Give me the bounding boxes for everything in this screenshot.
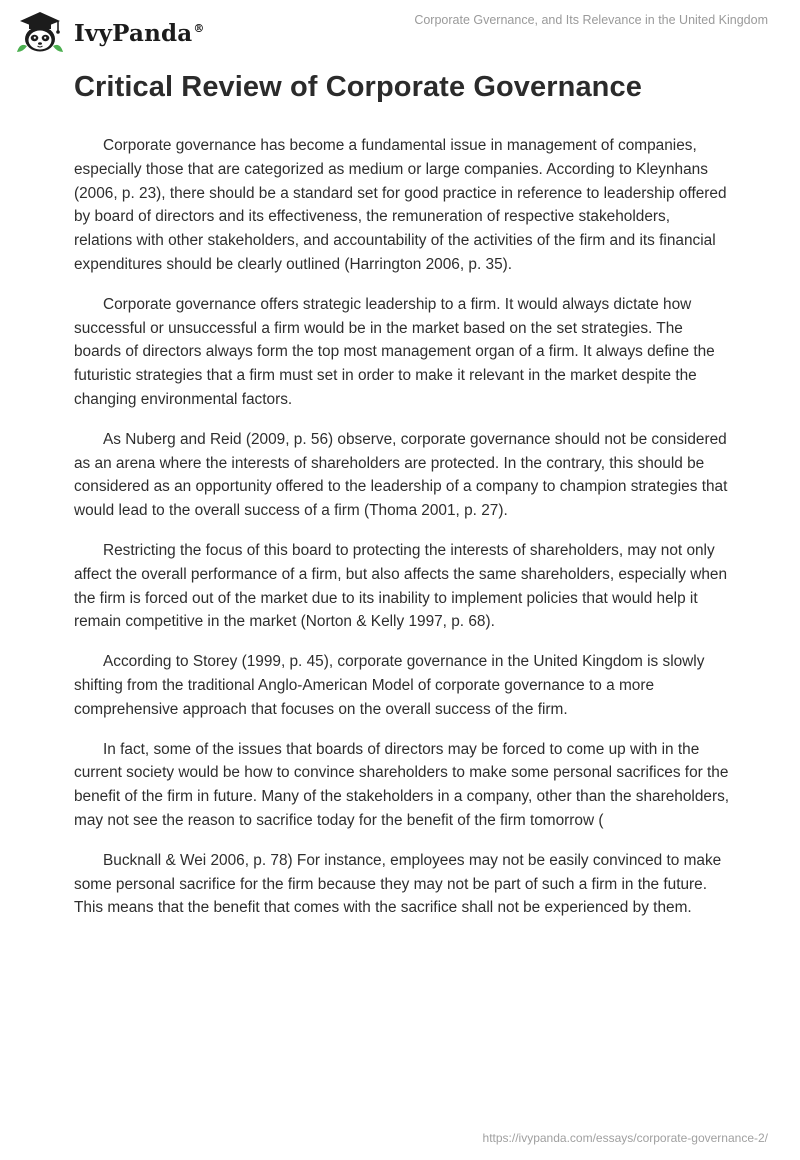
- paragraph-5: According to Storey (1999, p. 45), corporate governance in the United Kingdom is slowly shifting from the traditional Anglo-American Model of corporate governance to a more comprehensive approach that focuses on the overall success of the firm.: [74, 653, 705, 718]
- logo-wordmark: [74, 20, 205, 47]
- paragraph-7: Bucknall & Wei 2006, p. 78) For instance, employees may not be easily convinced to make some personal sacrifice for the firm because they may not be part of such a firm in the future. This means that the benefit that comes with the sacrifice shall not be experienced by them.: [74, 851, 722, 917]
- footer-url-link[interactable]: https://ivypanda.com/essays/corporate-governance-2/: [482, 1131, 768, 1145]
- paragraph-4: Restricting the focus of this board to protecting the interests of shareholders, may not only affect the overall performance of a firm, but also affects the same shareholders, especially when the firm is forced out of the market due to its inability to implement policies that would help it remain competitive in the market (Norton & Kelly 1997, p. 68).: [74, 541, 728, 631]
- logo-text: IvyPanda: [74, 19, 193, 47]
- paragraph-1: Corporate governance has become a fundamental issue in management of companies, especially those that are categorized as medium or large companies. According to Kleynhans (2006, p. 23), there should be a standard set for good practice in reference to leadership offered by board of directors and its effectiveness, the remuneration of respective stakeholders, relations with other stakeholders, and accountability of the activities of the firm and its financial expenditures should be clearly outlined (Harrington 2006, p. 35).: [74, 137, 727, 273]
- paragraph-3: As Nuberg and Reid (2009, p. 56) observe, corporate governance should not be considered as an arena where the interests of shareholders are protected. In the contrary, this should be considered as an opportunity offered to the leadership of a company to champion strategies that would lead to the overall success of a firm (Thoma 2001, p. 27).: [74, 430, 728, 520]
- panda-logo-icon: [14, 8, 70, 56]
- page-title: Critical Review of Corporate Governance: [74, 71, 642, 103]
- essay-body: [74, 134, 730, 936]
- paragraph-2: Corporate governance offers strategic leadership to a firm. It would always dictate how successful or unsuccessful a firm would be in the market based on the set strategies. The boards of directors always form the top most management organ of a firm. It always define the futuristic strategies that a firm must set in order to make it relevant in the market despite the changing environmental factors.: [74, 295, 715, 408]
- page-header: [0, 0, 800, 64]
- paragraph-6: In fact, some of the issues that boards of directors may be forced to come up with in the current society would be how to convince shareholders to make some personal sacrifices for the benefit of the firm in future. Many of the stakeholders in a company, other than the shareholders, may not see the reason to sacrifice today for the benefit of the firm tomorrow (: [74, 740, 730, 829]
- logo[interactable]: [14, 8, 205, 56]
- registered-mark: ®: [193, 21, 205, 35]
- document-header-title: Corporate Gvernance, and Its Relevance in the United Kingdom: [414, 13, 768, 27]
